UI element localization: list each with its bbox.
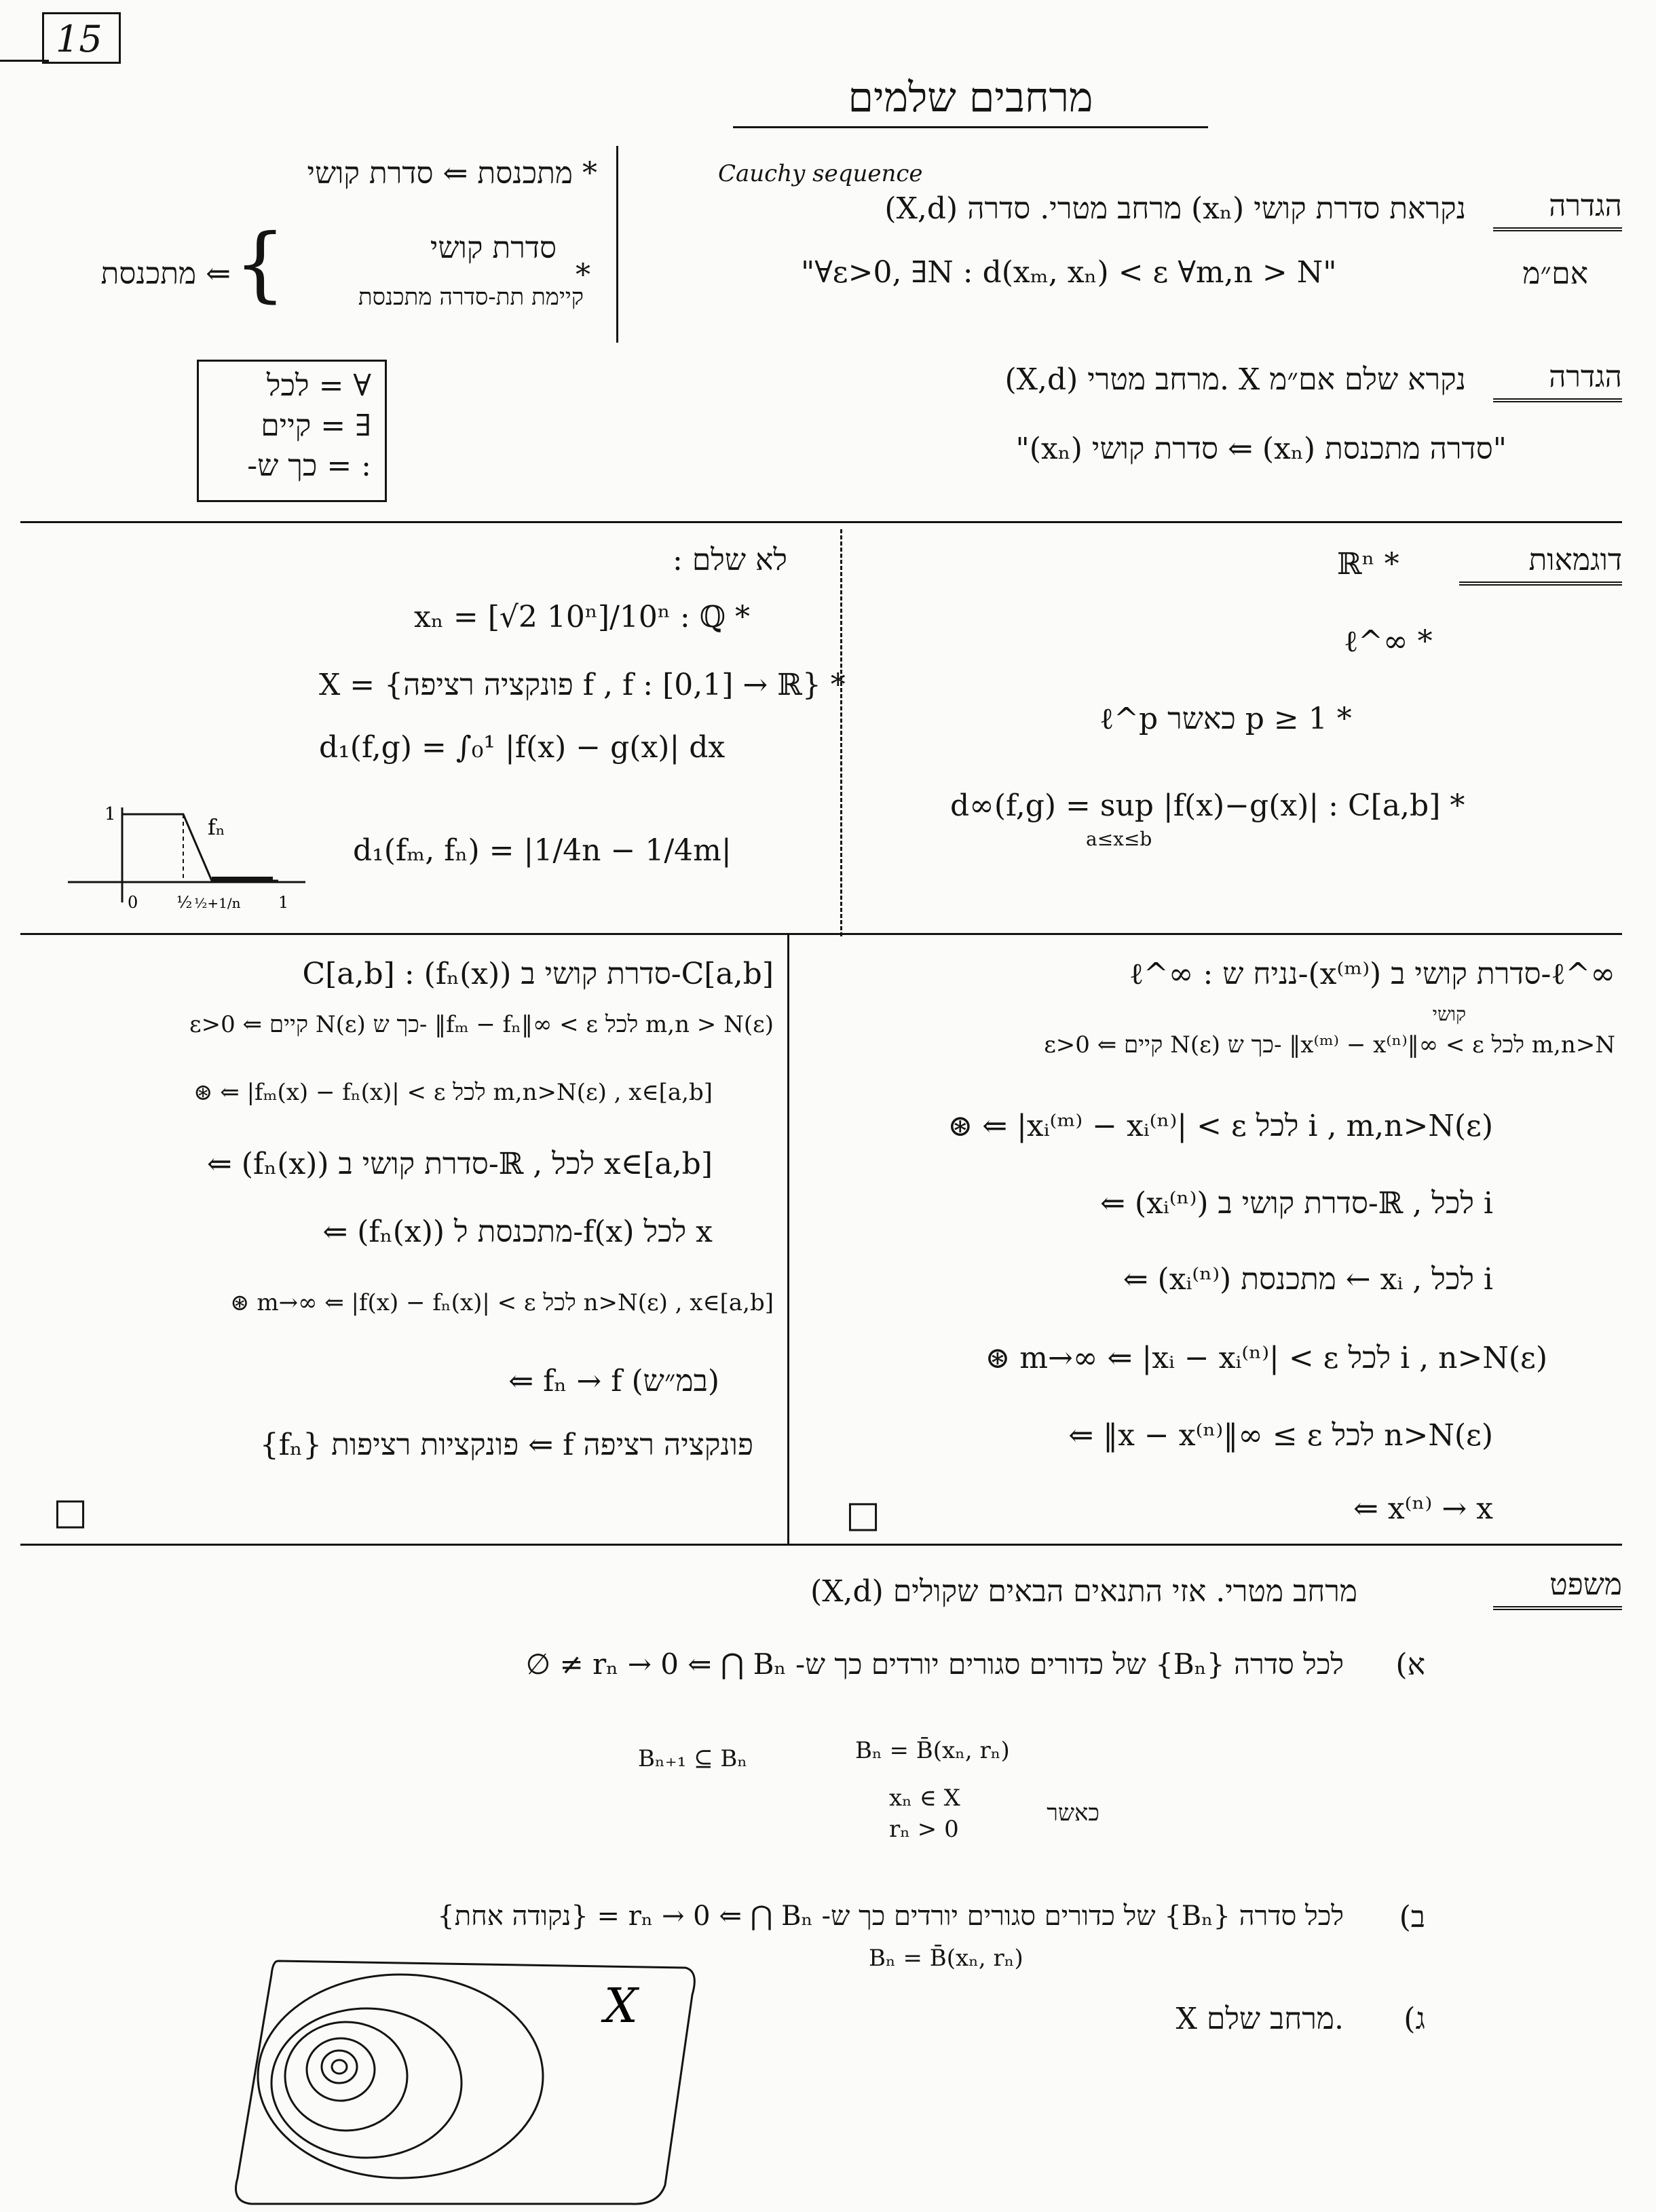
proof-linf-qed: □: [846, 1493, 881, 1536]
example-cab: d∞(f,g) = sup |f(x)−g(x)| : C[a,b] *: [950, 788, 1465, 823]
theorem-c-marker: ג): [1404, 2002, 1425, 2036]
proof-cab-line-7: {fₙ} פונקציות רציפות ⇐ f פונקציה רציפה: [259, 1428, 753, 1462]
section-divider-3: [20, 1544, 1622, 1546]
ball-6: [332, 2060, 347, 2074]
not-complete-metric-d1: d₁(f,g) = ∫₀¹ |f(x) − g(x)| dx: [319, 730, 726, 765]
side-note-2-brace: {: [234, 217, 286, 311]
theorem-a-where-xn: xₙ ∈ X: [889, 1785, 960, 1812]
graph-x-tick-half: ½: [176, 893, 193, 912]
side-note-2-line1: סדרת קושי: [430, 231, 557, 265]
not-complete-rationals: xₙ = [√2 10ⁿ]/10ⁿ : ℚ *: [414, 600, 751, 634]
proof-linf-line-5: ⊛ m→∞ ⇐ |xᵢ − xᵢ⁽ⁿ⁾| < ε לכל i , n>N(ε): [985, 1341, 1547, 1375]
proof-cab-line-3: ⇐ (fₙ(x)) סדרת קושי ב-ℝ , לכל x∈[a,b]: [206, 1147, 713, 1181]
side-notes-divider: [616, 146, 618, 343]
nested-balls-figure: [224, 1941, 713, 2212]
proof-cab-line-1: ε>0 ⇐ קיים N(ε) כך ש- ‖fₘ − fₙ‖∞ < ε לכל m,n > N(ε): [189, 1011, 774, 1038]
graph-fn-curve: [122, 814, 278, 881]
proof-cab-line-2: ⊛ ⇐ |fₘ(x) − fₙ(x)| < ε לכל m,n>N(ε) , x∈[a,b]: [193, 1079, 713, 1106]
proof-linf-arrow-note: קושי: [1432, 1003, 1466, 1025]
cauchy-definition-formula: "∀ε>0, ∃N : d(xₘ, xₙ) < ε ∀m,n > N": [801, 255, 1337, 290]
cauchy-definition-line1: (X,d) מרחב מטרי. סדרה (xₙ) נקראת סדרת קושי: [884, 191, 1466, 226]
ball-1: [258, 1975, 543, 2178]
theorem-a-ball-note: Bₙ = B̄(xₙ, rₙ): [855, 1737, 1010, 1764]
legend-row-such-that: : = כך ש-: [247, 448, 371, 483]
proof-cab-line-5: ⊛ m→∞ ⇐ |f(x) − fₙ(x)| < ε לכל n>N(ε) , x∈[a,b]: [230, 1289, 774, 1316]
theorem-intro: (X,d) מרחב מטרי. אזי התנאים הבאים שקולים: [810, 1574, 1357, 1609]
ball-4: [307, 2038, 375, 2101]
proof-linf-line-3: ⇐ (xᵢ⁽ⁿ⁾) סדרת קושי ב-ℝ , לכל i: [1100, 1186, 1493, 1221]
proof-linf-line-4: ⇐ (xᵢ⁽ⁿ⁾) מתכנסת ← xᵢ , לכל i: [1123, 1262, 1493, 1297]
complete-definition-line1: (X,d) מרחב מטרי. X נקרא שלם אם״מ: [1004, 362, 1466, 397]
legend-row-forall: ∀ = לכל: [266, 368, 371, 403]
proof-linf-heading: ℓ^∞ : נניח ש-(x⁽ᵐ⁾) סדרת קושי ב-ℓ^∞: [1129, 957, 1615, 991]
side-note-2-star: *: [576, 258, 590, 292]
ball-2: [271, 2008, 462, 2158]
side-note-2-line2: קיימת תת-סדרה מתכנסת: [358, 284, 584, 311]
example-sup-subscript: a≤x≤b: [1086, 828, 1152, 850]
theorem-a-marker: א): [1395, 1647, 1425, 1682]
graph-shaded-region: [212, 877, 273, 882]
section-divider-1: [20, 521, 1622, 523]
proof-cab-line-4: ⇐ (fₙ(x)) מתכנסת ל-f(x) לכל x: [322, 1215, 713, 1249]
theorem-b-marker: ב): [1399, 1900, 1425, 1934]
theorem-c-text: X מרחב שלם.: [1175, 2002, 1344, 2036]
graph-y-tick: 1: [105, 804, 116, 824]
theorem-a-where-word: כאשר: [1047, 1799, 1099, 1827]
not-complete-continuous-set: X = {פונקציה רציפה f , f : [0,1] → ℝ} *: [319, 668, 846, 702]
legend-row-exists: ∃ = קיים: [261, 408, 371, 443]
examples-label: דוגמאות: [1459, 543, 1622, 586]
proof-linf-line-6: ⇐ ‖x − x⁽ⁿ⁾‖∞ ≤ ε לכל n>N(ε): [1068, 1418, 1493, 1453]
example-rn: ℝⁿ *: [1337, 547, 1399, 581]
theorem-b-ball-note: Bₙ = B̄(xₙ, rₙ): [869, 1945, 1023, 1972]
not-complete-label: לא שלם :: [673, 543, 787, 577]
section-divider-2: [20, 933, 1622, 935]
theorem-label: משפט: [1493, 1567, 1622, 1610]
proof-linf-line-1: ε>0 ⇐ קיים N(ε) כך ש- ‖x⁽ᵐ⁾ − x⁽ⁿ⁾‖∞ < ε לכל m,n>N: [1044, 1031, 1615, 1059]
definition-label-cauchy: הגדרה: [1493, 189, 1622, 231]
example-linf: ℓ^∞ *: [1344, 624, 1433, 659]
ball-5: [322, 2051, 357, 2083]
english-note: Cauchy sequence: [718, 160, 923, 187]
not-complete-d1-fm-fn: d₁(fₘ, fₙ) = |1/4n − 1/4m|: [353, 833, 732, 868]
example-lp: ℓ^p כאשר p ≥ 1 *: [1099, 702, 1352, 736]
theorem-b-text: לכל סדרה {Bₙ} של כדורים סגורים יורדים כך ש- rₙ → 0 ⇐ ⋂ Bₙ = {נקודה אחת}: [437, 1901, 1344, 1932]
proof-cab-line-6: ⇐ fₙ → f (במ״ש): [508, 1364, 719, 1398]
page-number-underline: [0, 60, 49, 62]
examples-dashed-divider: [840, 529, 842, 936]
complete-definition-line2: "(xₙ) סדרת קושי ⇐ (xₙ) סדרה מתכנסת": [1015, 432, 1507, 466]
fn-graph: [54, 801, 312, 923]
definition-label-complete: הגדרה: [1493, 360, 1622, 402]
side-note-2-result: ⇐ מתכנסת: [100, 256, 231, 291]
figure-space-label: X: [604, 1978, 638, 2034]
theorem-a-where-rn: rₙ > 0: [889, 1816, 959, 1843]
theorem-a-nested-note: Bₙ₊₁ ⊆ Bₙ: [638, 1745, 748, 1772]
proof-cab-qed: □: [53, 1490, 88, 1533]
page-number: 15: [56, 18, 102, 60]
proof-linf-line-7: ⇐ x⁽ⁿ⁾ → x: [1353, 1491, 1493, 1526]
graph-curve-label: fₙ: [208, 814, 225, 840]
quantifier-legend: [197, 360, 387, 502]
side-note-1: * מתכנסת ⇐ סדרת קושי: [307, 156, 597, 191]
graph-x-tick-1: 1: [278, 893, 289, 912]
graph-x-tick-0: 0: [128, 893, 138, 912]
proof-linf-line-2: ⊛ ⇐ |xᵢ⁽ᵐ⁾ − xᵢ⁽ⁿ⁾| < ε לכל i , m,n>N(ε): [947, 1109, 1493, 1143]
graph-x-tick-half-plus: ½+1/n: [194, 895, 241, 911]
proofs-divider: [787, 933, 789, 1544]
page-title: מרחבים שלמים: [733, 73, 1208, 128]
proof-cab-heading: C[a,b] : (fₙ(x)) סדרת קושי ב-C[a,b]: [302, 957, 774, 991]
cauchy-definition-iff: אם״מ: [1522, 256, 1588, 291]
theorem-a-text: לכל סדרה {Bₙ} של כדורים סגורים יורדים כך ש- rₙ → 0 ⇐ ⋂ Bₙ ≠ ∅: [525, 1647, 1344, 1681]
